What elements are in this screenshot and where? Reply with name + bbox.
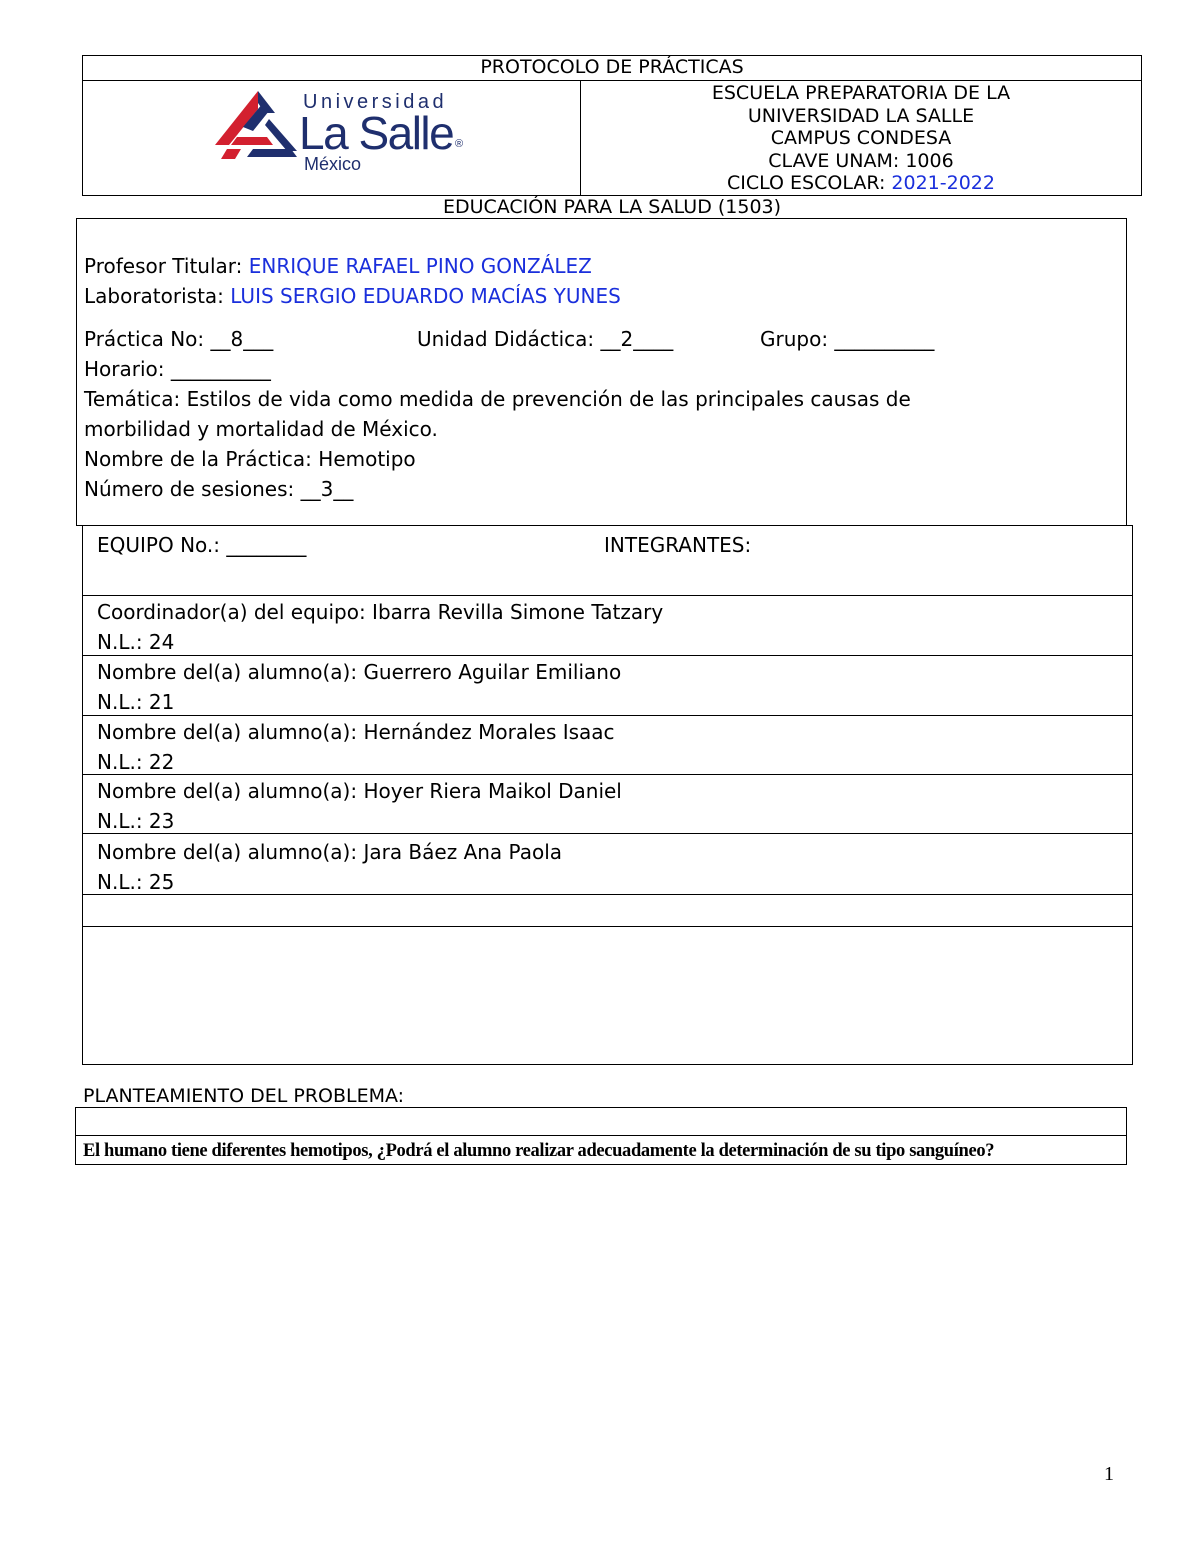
row-divider — [83, 655, 1132, 656]
la-salle-logo-icon — [213, 89, 473, 179]
professor-value: ENRIQUE RAFAEL PINO GONZÁLEZ — [248, 254, 592, 278]
row-divider — [83, 774, 1132, 775]
problem-box — [75, 1107, 1127, 1165]
team-box — [82, 525, 1133, 1065]
members-label: INTEGRANTES: — [604, 533, 752, 557]
page-number: 1 — [1104, 1463, 1114, 1485]
practice-row — [84, 324, 1126, 354]
schedule: Horario: __________ — [84, 357, 271, 381]
school-line-3: CAMPUS CONDESA — [770, 127, 952, 149]
svg-text:®: ® — [455, 138, 464, 150]
subject-title: EDUCACIÓN PARA LA SALUD (1503) — [442, 196, 782, 218]
didactic-unit: Unidad Didáctica: __2____ — [417, 327, 674, 351]
professor-label: Profesor Titular: — [84, 254, 249, 278]
sessions: Número de sesiones: __3__ — [84, 477, 354, 501]
team-number: EQUIPO No.: ________ — [97, 533, 307, 557]
lab-label: Laboratorista: — [84, 284, 231, 308]
row-divider — [83, 595, 1132, 596]
member-student: Nombre del(a) alumno(a): Guerrero Aguilar Emiliano N.L.: 21 — [97, 657, 621, 717]
member-student: Nombre del(a) alumno(a): Jara Báez Ana Paola N.L.: 25 — [97, 837, 562, 897]
la-salle-emblem-icon — [215, 91, 297, 159]
practice-number: Práctica No: __8___ — [84, 327, 274, 351]
svg-text:México: México — [304, 154, 362, 174]
school-line-2: UNIVERSIDAD LA SALLE — [747, 104, 975, 127]
member-student: Nombre del(a) alumno(a): Hernández Morales Isaac N.L.: 22 — [97, 717, 615, 777]
row-divider — [83, 715, 1132, 716]
svg-text:La Salle: La Salle — [299, 107, 454, 159]
cycle-value: 2021-2022 — [891, 172, 995, 194]
professor-line — [84, 251, 1126, 281]
protocol-title: PROTOCOLO DE PRÁCTICAS — [82, 55, 1142, 81]
row-divider — [83, 926, 1132, 927]
member-nl: N.L.: 22 — [97, 750, 175, 774]
member-nl: N.L.: 24 — [97, 630, 175, 654]
lab-value: LUIS SERGIO EDUARDO MACÍAS YUNES — [230, 284, 621, 308]
member-student: Nombre del(a) alumno(a): Hoyer Riera Maikol Daniel N.L.: 23 — [97, 776, 622, 836]
member-nl: N.L.: 23 — [97, 809, 175, 833]
school-line-1: ESCUELA PREPARATORIA DE LA — [711, 82, 1011, 104]
svg-text:Universidad: Universidad — [303, 91, 448, 113]
problem-label: PLANTEAMIENTO DEL PROBLEMA: — [83, 1085, 405, 1107]
member-coordinator: Coordinador(a) del equipo: Ibarra Revilla Simone Tatzary N.L.: 24 — [97, 597, 663, 657]
university-logo — [82, 80, 581, 196]
school-info — [580, 80, 1142, 196]
theme-line-2: morbilidad y mortalidad de México. — [84, 417, 438, 441]
lab-line — [84, 281, 1126, 311]
cycle-label: CICLO ESCOLAR: — [727, 172, 892, 194]
theme-line-1: Temática: Estilos de vida como medida de prevención de las principales causas de — [84, 387, 911, 411]
group: Grupo: __________ — [760, 327, 935, 351]
row-divider — [76, 1135, 1126, 1136]
school-line-4: CLAVE UNAM: 1006 — [768, 149, 954, 172]
problem-statement: El humano tiene diferentes hemotipos, ¿Podrá el alumno realizar adecuadamente la determinación de su tipo sanguíneo? — [83, 1141, 995, 1161]
member-nl: N.L.: 25 — [97, 870, 175, 894]
practice-name: Nombre de la Práctica: Hemotipo — [84, 447, 416, 471]
school-cycle — [581, 172, 1141, 195]
member-nl: N.L.: 21 — [97, 690, 175, 714]
row-divider — [83, 894, 1132, 895]
practice-info-box — [76, 218, 1127, 526]
row-divider — [83, 833, 1132, 834]
